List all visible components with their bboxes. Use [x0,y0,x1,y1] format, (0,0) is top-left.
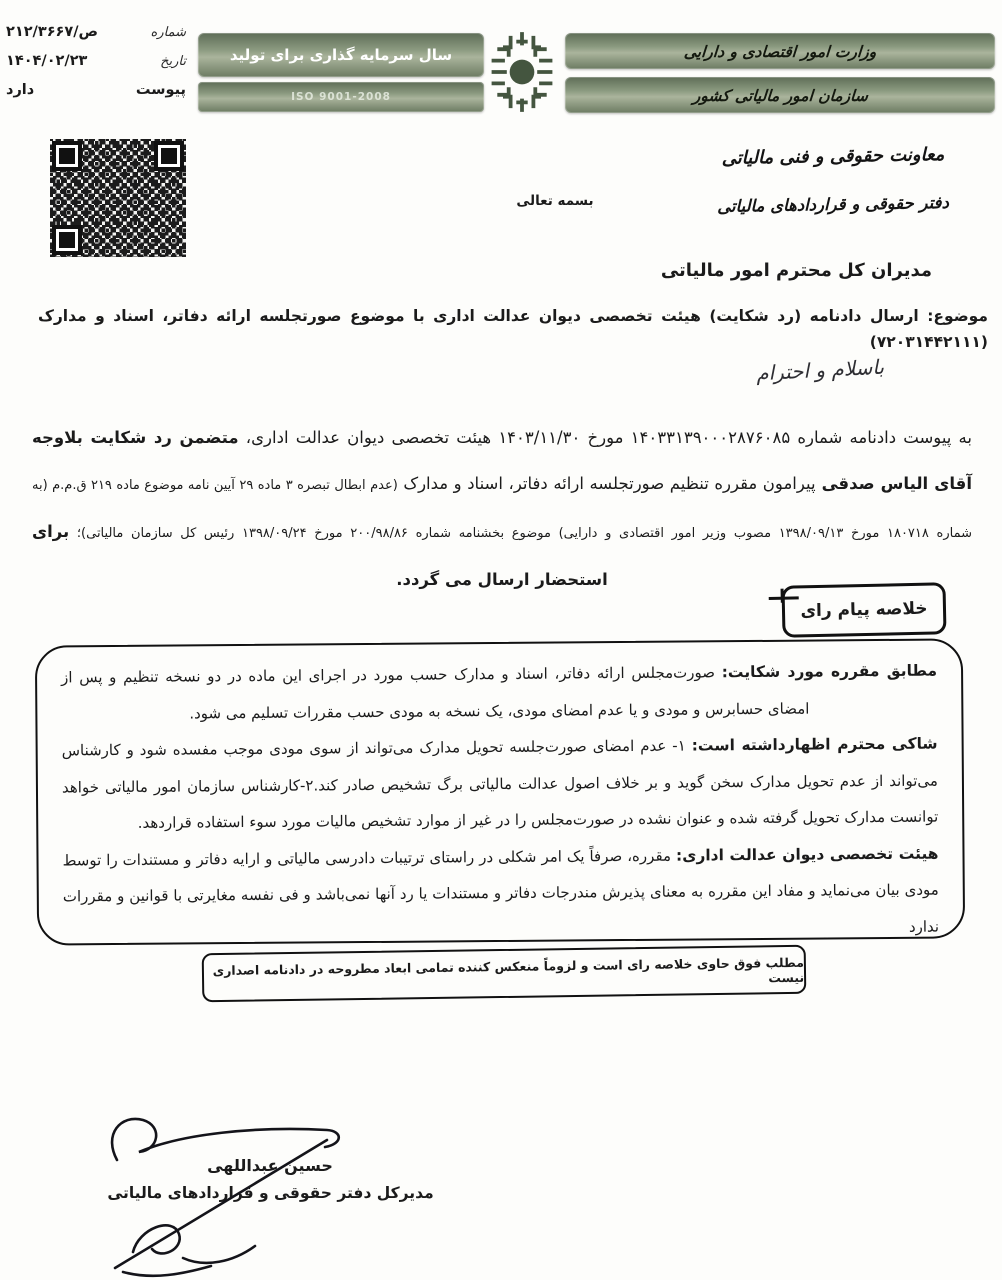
signature-block [55,1100,485,1280]
body-seg-2-bold: متضمن رد شکایت بلاوجه آقای الیاس صدقی [32,427,972,493]
letter-number-label: شماره [150,25,186,40]
letter-date-row [6,53,186,69]
qr-finder-top-left [52,141,82,171]
ministry-banner [565,33,995,113]
organization-bar [565,77,995,113]
letter-date-value: ۱۴۰۴/۰۲/۲۳ [6,53,88,69]
qr-finder-bottom-left [52,225,82,255]
letter-meta [6,24,186,111]
attachment-label: پیوست [135,82,186,98]
ministry-name: وزارت امور اقتصادی و دارایی [683,41,877,61]
slogan-banner [198,33,484,112]
letter-date-label: تاریخ [160,54,186,69]
recipient-line: مدیران کل محترم امور مالیاتی [660,260,932,281]
organization-name: سازمان امور مالیاتی کشور [691,85,869,105]
qr-code [50,139,186,257]
handwritten-salutation: باسلام و احترام [755,354,885,386]
letter-number-row [6,24,186,40]
letterhead [678,132,988,228]
summary-p3-text: مقرره، صرفاً یک امر شکلی در راستای ترتیبات دادرسی مالیاتی و ارایه دفاتر و مستندات را توسط مودی بیان می‌نماید و مفاد این مقرره به معنای پذیرش مندرجات دفاتر و مستندات یا رد آنها نمی‌باشد و فی نفسه مغایرتی با قوانین و مقررات ندارد [62,846,940,936]
ministry-bar [565,33,995,69]
signatory-name: حسین عبداللهی [207,1156,333,1175]
summary-label-box [781,582,946,637]
bismillah-text: بسمه تعالی [516,193,594,209]
body-seg-1: به پیوست دادنامه شماره ۱۴۰۳۳۱۳۹۰۰۰۲۸۷۶۰۸۵ مورخ ۱۴۰۳/۱۱/۳۰ هیئت تخصصی دیوان عدالت اداری، [238,427,972,447]
body-paragraph [32,415,972,603]
summary-footnote-text: مطلب فوق حاوی خلاصه رای است و لزوماً منعکس کننده تمامی ابعاد مطروحه در دادنامه اصداری نیست [212,954,805,985]
qr-finder-top-right [154,141,184,171]
summary-paragraph-complainant [62,726,939,842]
summary-p2-label: شاکی محترم اظهارداشته است: [691,734,938,755]
summary-paragraph-regulation [61,653,938,733]
verdict-summary-box [35,638,965,945]
summary-footnote-box [202,945,807,1002]
body-seg-4-small: (عدم ابطال تبصره ۳ ماده ۲۹ آیین نامه موضوع ماده ۲۱۹ ق.م.م (به شماره ۱۸۰۷۱۸ مورخ ۱۳۹۸/۰۹/۱۳ مصوب وزیر امور اقتصادی و دارایی) موضوع بخشنامه شماره ۲۰۰/۹۸/۸۶ مورخ ۱۳۹۸/۰۹/۲۴ رئیس کل سازمان مالیاتی)؛ [32,477,973,541]
tax-organization-emblem-icon [484,26,560,118]
office-name: دفتر حقوقی و قراردادهای مالیاتی [716,192,949,217]
summary-p2-text: ۱- عدم امضای صورت‌جلسه تحویل مدارک می‌تواند از سوی مودی موجب مفسده شود و کارشناس می‌تواند از عدم تحویل مدارک سخن گوید و بر خلاف اصول عدالت مالیاتی برگ تشخیص صادر کند.۲-کارشناس سازمان امور مالیاتی خواهد توانست مدارک تحویل گرفته شده و عنوان نشده در صورت‌مجلس را در غیر از موارد تشخیص مالیات مورد سوء استفاده قراردهد. [61,736,939,832]
summary-p1-text: صورت‌مجلس ارائه دفاتر، اسناد و مدارک حسب مورد در اجرای این ماده در دو نسخه تنظیم و پس از امضای حسابرس و مودی و یا عدم امضای مودی، یک نسخه به مودی حسب مقررات تسلیم می شود. [61,663,810,722]
iso-bar [198,82,484,112]
body-seg-3: پیرامون مقرره تنظیم صورتجلسه ارائه دفاتر، اسناد و مدارک [397,473,816,493]
letter-attachment-row [6,82,186,98]
body-seg-5-bold: برای استحضار ارسال می گردد. [32,521,608,589]
summary-p1-label: مطابق مقرره مورد شکایت: [721,661,938,682]
iso-label: ISO 9001-2008 [291,91,391,103]
summary-label-text: خلاصه پیام رای [800,598,928,622]
subject-line: موضوع: ارسال دادنامه (رد شکایت) هیئت تخصصی دیوان عدالت اداری با موضوع صورتجلسه ارائه دفاتر، اسناد و مدارک (۷۲۰۳۱۴۴۲۱۱۱) [38,307,988,351]
deputy-name: معاونت حقوقی و فنی مالیاتی [721,144,945,169]
attachment-value: دارد [6,82,35,98]
slogan-bar [198,33,484,77]
summary-p3-label: هیئت تخصصی دیوان عدالت اداری: [675,844,939,865]
slogan-text: سال سرمایه گذاری برای تولید [229,46,453,64]
letter-number-value: ۲۱۲/۳۶۶۷/ص [6,24,99,40]
signatory-title: مدیرکل دفتر حقوقی و قراردادهای مالیاتی [107,1184,434,1202]
summary-paragraph-tribunal [62,835,939,951]
